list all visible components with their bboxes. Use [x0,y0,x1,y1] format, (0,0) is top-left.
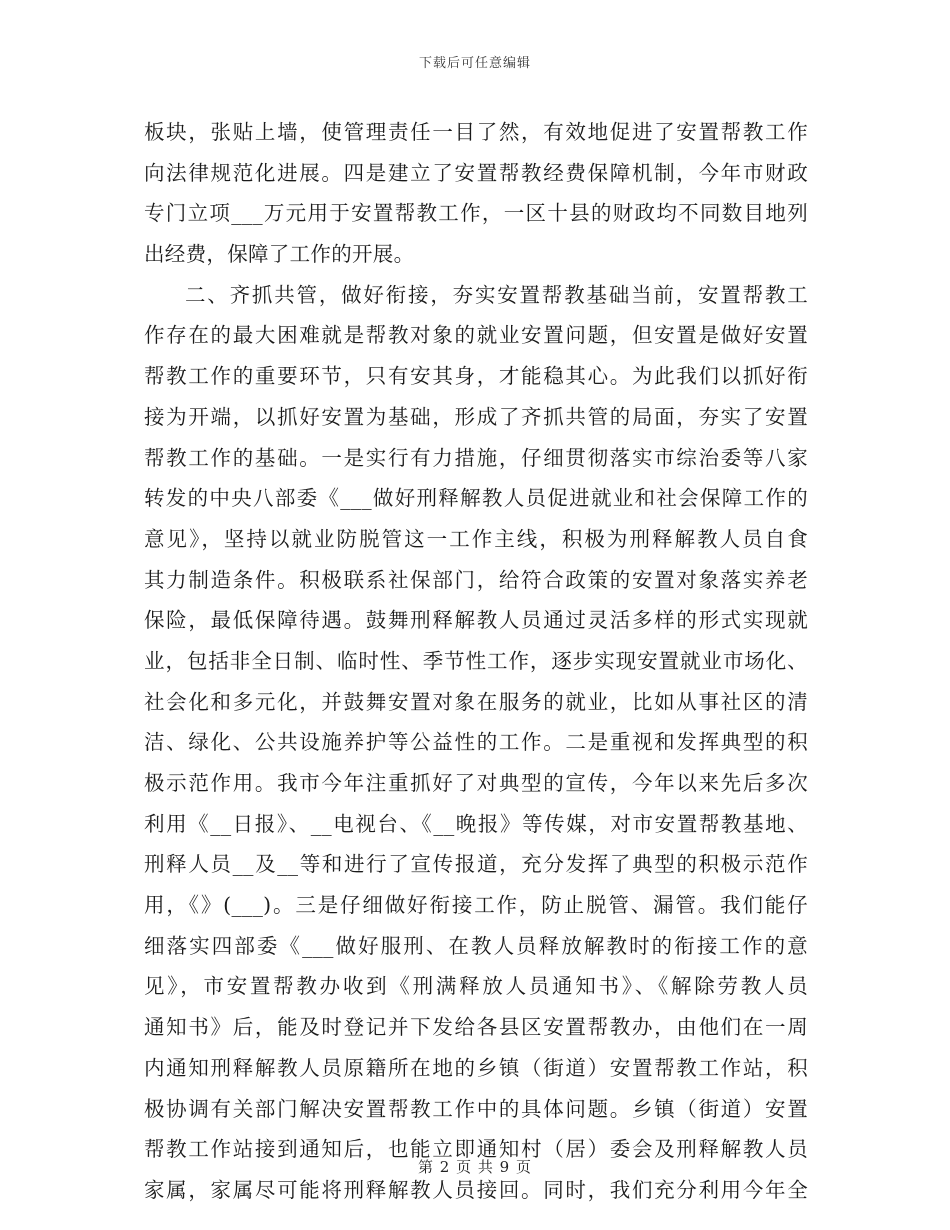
text-line: 通知书》后，能及时登记并下发给各县区安置帮教办，由他们在一周 [144,1015,808,1040]
text-line: 帮教工作的基础。一是实行有力措施，仔细贯彻落实市综治委等八家 [144,445,808,470]
text-line: 转发的中央八部委《___做好刑释解教人员促进就业和社会保障工作的 [144,486,808,511]
text-line: 细落实四部委《___做好服刑、在教人员释放解教时的衔接工作的意 [144,933,808,958]
text-line: 帮教工作的重要环节，只有安其身，才能稳其心。为此我们以抓好衔 [144,364,808,389]
text-line: 业，包括非全日制、临时性、季节性工作，逐步实现安置就业市场化、 [144,648,808,673]
text-line: 出经费，保障了工作的开展。 [144,242,415,267]
text-line: 其力制造条件。积极联系社保部门，给符合政策的安置对象落实养老 [144,567,808,592]
text-line: 板块，张贴上墙，使管理责任一目了然，有效地促进了安置帮教工作 [144,120,808,144]
text-line: 洁、绿化、公共设施养护等公益性的工作。二是重视和发挥典型的积 [144,730,808,755]
page-header-note: 下载后可任意编辑 [418,56,531,71]
text-line: 刑释人员__及__等和进行了宣传报道，充分发挥了典型的积极示范作 [144,852,808,877]
page-number: 第 2 页 共 9 页 [418,1158,532,1176]
text-line: 保险，最低保障待遇。鼓舞刑释解教人员通过灵活多样的形式实现就 [144,608,808,633]
text-line: 极示范作用。我市今年注重抓好了对典型的宣传，今年以来先后多次 [144,771,808,795]
text-line: 向法律规范化进展。四是建立了安置帮教经费保障机制，今年市财政 [144,160,808,185]
text-line: 用，《》(___)。三是仔细做好衔接工作，防止脱管、漏管。我们能仔 [144,893,808,918]
body-text [144,112,808,1211]
text-line: 二、齐抓共管，做好衔接，夯实安置帮教基础当前，安置帮教工 [185,282,808,307]
text-line: 见》，市安置帮教办收到《刑满释放人员通知书》、《解除劳教人员 [144,974,808,999]
text-line: 极协调有关部门解决安置帮教工作中的具体问题。乡镇（街道）安置 [144,1096,808,1121]
text-line: 专门立项___万元用于安置帮教工作，一区十县的财政均不同数目地列 [144,201,808,226]
text-line: 作存在的最大困难就是帮教对象的就业安置问题，但安置是做好安置 [144,323,808,348]
text-line: 家属，家属尽可能将刑释解教人员接回。同时，我们充分利用今年全 [144,1177,808,1202]
text-line: 内通知刑释解教人员原籍所在地的乡镇（街道）安置帮教工作站，积 [144,1055,808,1080]
text-line: 利用《__日报》、__电视台、《__晚报》等传媒，对市安置帮教基地、 [144,811,808,836]
text-line: 社会化和多元化，并鼓舞安置对象在服务的就业，比如从事社区的清 [144,689,808,714]
text-line: 接为开端，以抓好安置为基础，形成了齐抓共管的局面，夯实了安置 [144,404,808,429]
text-line: 帮教工作站接到通知后，也能立即通知村（居）委会及刑释解教人员 [144,1137,808,1162]
text-line: 意见》，坚持以就业防脱管这一工作主线，积极为刑释解教人员自食 [144,526,808,551]
